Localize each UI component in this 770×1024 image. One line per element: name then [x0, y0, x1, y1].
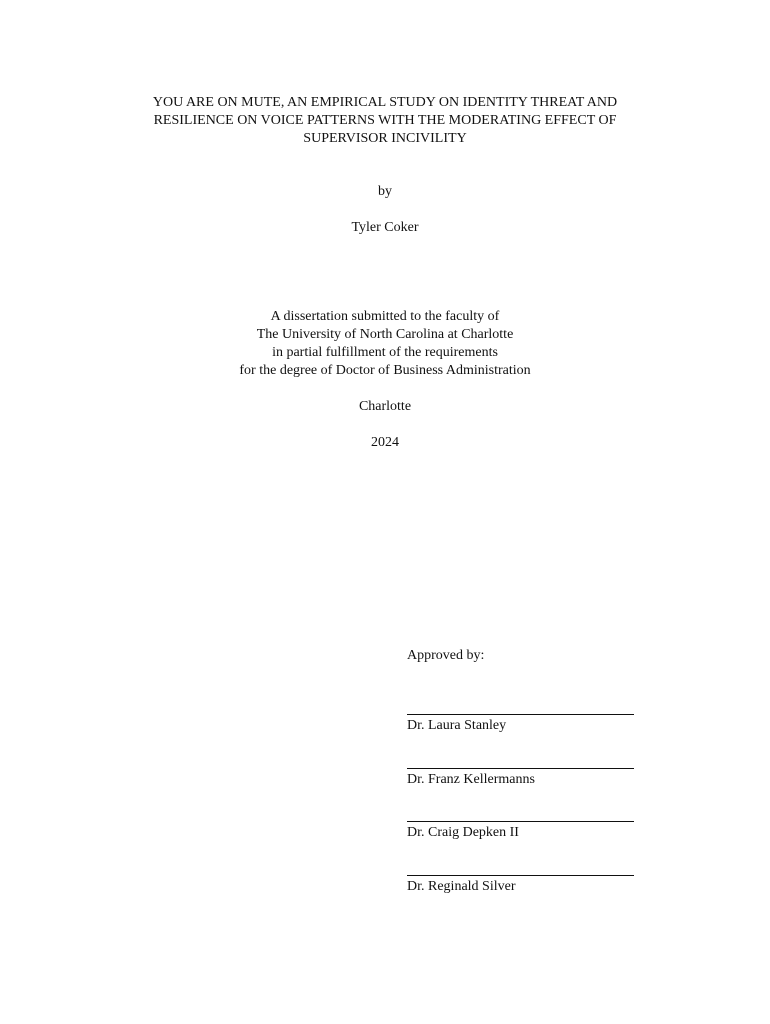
statement-line: The University of North Carolina at Charlotte: [256, 327, 514, 342]
signer-name: Dr. Craig Depken II: [407, 825, 519, 840]
signature-line: [407, 768, 634, 769]
signer-name: Dr. Laura Stanley: [407, 718, 507, 733]
submission-statement: [0, 308, 770, 380]
signer-name: Dr. Reginald Silver: [407, 879, 516, 894]
signature-line: [407, 714, 634, 715]
signer-block: [407, 821, 635, 842]
city: Charlotte: [358, 399, 412, 414]
statement-line: for the degree of Doctor of Business Administration: [239, 363, 531, 378]
signature-line: [407, 875, 634, 876]
title-line: RESILIENCE ON VOICE PATTERNS WITH THE MODERATING EFFECT OF: [153, 113, 617, 128]
signature-line: [407, 821, 634, 822]
by-label: by: [378, 184, 392, 199]
statement-line: in partial fulfillment of the requirements: [272, 345, 498, 360]
statement-line: A dissertation submitted to the faculty of: [270, 309, 500, 324]
title-line: SUPERVISOR INCIVILITY: [303, 131, 467, 146]
signer-block: [407, 875, 635, 896]
title-line: YOU ARE ON MUTE, AN EMPIRICAL STUDY ON IDENTITY THREAT AND: [152, 95, 618, 110]
year: 2024: [371, 435, 399, 450]
approved-by-label: Approved by:: [407, 648, 485, 663]
dissertation-title: [110, 94, 660, 148]
author-name: Tyler Coker: [351, 220, 419, 235]
approval-block: [407, 647, 635, 894]
signer-block: [407, 768, 635, 789]
signer-name: Dr. Franz Kellermanns: [407, 772, 535, 787]
signer-block: [407, 714, 635, 735]
